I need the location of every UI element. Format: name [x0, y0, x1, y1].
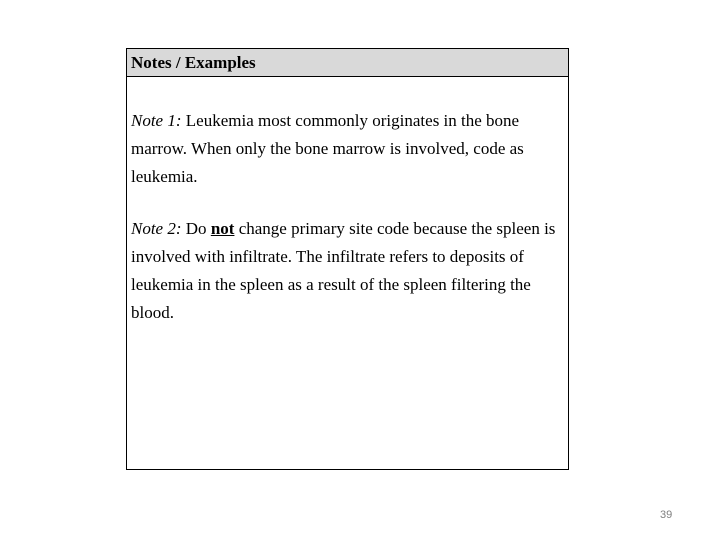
note-2-label: Note 2:	[131, 219, 182, 238]
note-2-emphasis: not	[210, 219, 235, 238]
notes-header: Notes / Examples	[127, 49, 568, 77]
note-1-label: Note 1:	[131, 111, 182, 130]
page-number: 39	[660, 509, 673, 521]
notes-examples-table	[126, 48, 569, 470]
note-1-text: Leukemia most commonly originates in the bone marrow. When only the bone marrow is involved, code as leukemia.	[131, 111, 524, 186]
notes-body	[127, 77, 568, 327]
note-1	[131, 107, 562, 191]
note-2-text-before: Do	[181, 219, 211, 238]
note-2-text-after: change primary site code because the spleen is involved with infiltrate. The infiltrate refers to deposits of leukemia in the spleen as a result of the spleen filtering the blood.	[131, 219, 556, 322]
note-2	[131, 215, 562, 327]
